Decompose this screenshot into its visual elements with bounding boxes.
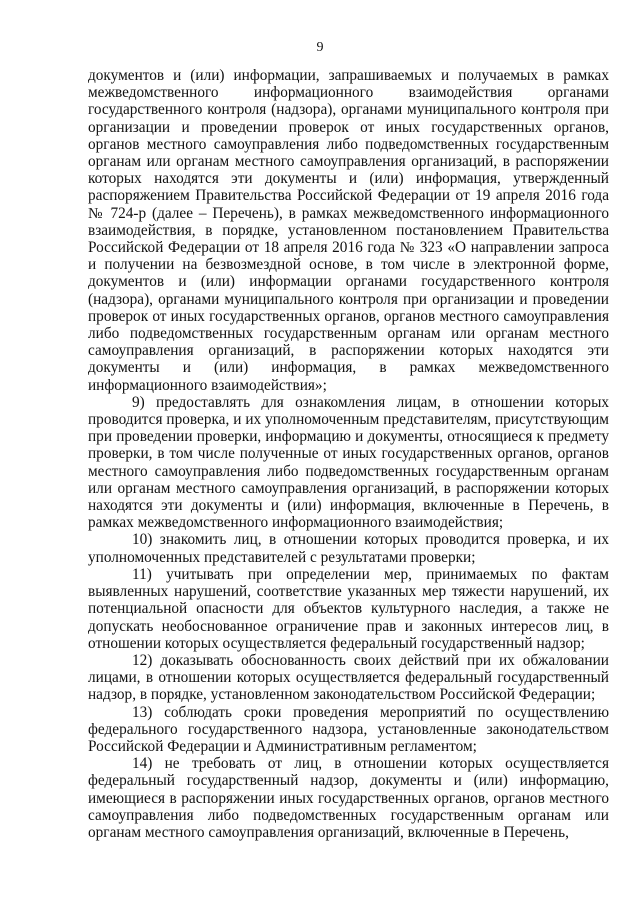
paragraph-item-9: 9) предоставлять для ознакомления лицам, в отношении которых проводится проверка, и их уполномоченным представителям, присутствующим при проведении проверки, информацию и документы, относящиеся к предмету проверки, в том числе полученные от иных государственных органов, органов местного самоуправления либо подведомственных государственным органам или органам местного самоуправления организаций, в распоряжении которых находятся эти документы и (или) информация, включенные в Перечень, в рамках межведомственного информационного взаимодействия;: [88, 393, 609, 532]
paragraph-continuation: документов и (или) информации, запрашиваемых и получаемых в рамках межведомственного информационного взаимодействия органами государственного контроля (надзора), органами муниципального контроля при организации и проведении проверок от иных государственных органов, органов местного самоуправления либо подведомственных государственным органам или органам местного самоуправления организаций, в распоряжении которых находятся эти документы и (или) информация, утвержденный распоряжением Правительства Российской Федерации от 19 апреля 2016 года № 724-р (далее – Перечень), в рамках межведомственного информационного взаимодействия, в порядке, установленном постановлением Правительства Российской Федерации от 18 апреля 2016 года № 323 «О направлении запроса и получении на безвозмездной основе, в том числе в электронной форме, документов и (или) информации органами государственного контроля (надзора), органами муниципального контроля при организации и проведении проверок от иных государственных органов, органов местного самоуправления либо подведомственных государственным органам или органам местного самоуправления организаций, в распоряжении которых находятся эти документы и (или) информация, в рамках межведомственного информационного взаимодействия»;: [88, 67, 609, 394]
paragraph-item-11: 11) учитывать при определении мер, принимаемых по фактам выявленных нарушений, соответствие указанных мер тяжести нарушений, их потенциальной опасности для объектов культурного наследия, а также не допускать необоснованное ограничение прав и законных интересов лиц, в отношении которых осуществляется федеральный государственный надзор;: [88, 565, 609, 652]
document-body: [88, 67, 609, 841]
page-number: 9: [316, 40, 324, 55]
paragraph-item-10: 10) знакомить лиц, в отношении которых проводится проверка, и их уполномоченных представителей с результатами проверки;: [88, 531, 609, 566]
paragraph-item-12: 12) доказывать обоснованность своих действий при их обжаловании лицами, в отношении которых осуществляется федеральный государственный надзор, в порядке, установленном законодательством Российской Федерации;: [88, 651, 609, 704]
paragraph-item-13: 13) соблюдать сроки проведения мероприятий по осуществлению федерального государственного надзора, установленные законодательством Российской Федерации и Административным регламентом;: [88, 703, 609, 755]
paragraph-item-14: 14) не требовать от лиц, в отношении которых осуществляется федеральный государственный надзор, документы и (или) информацию, имеющиеся в распоряжении иных государственных органов, органов местного самоуправления либо подведомственных государственным органам или органам местного самоуправления организаций, включенные в Перечень,: [88, 755, 609, 841]
